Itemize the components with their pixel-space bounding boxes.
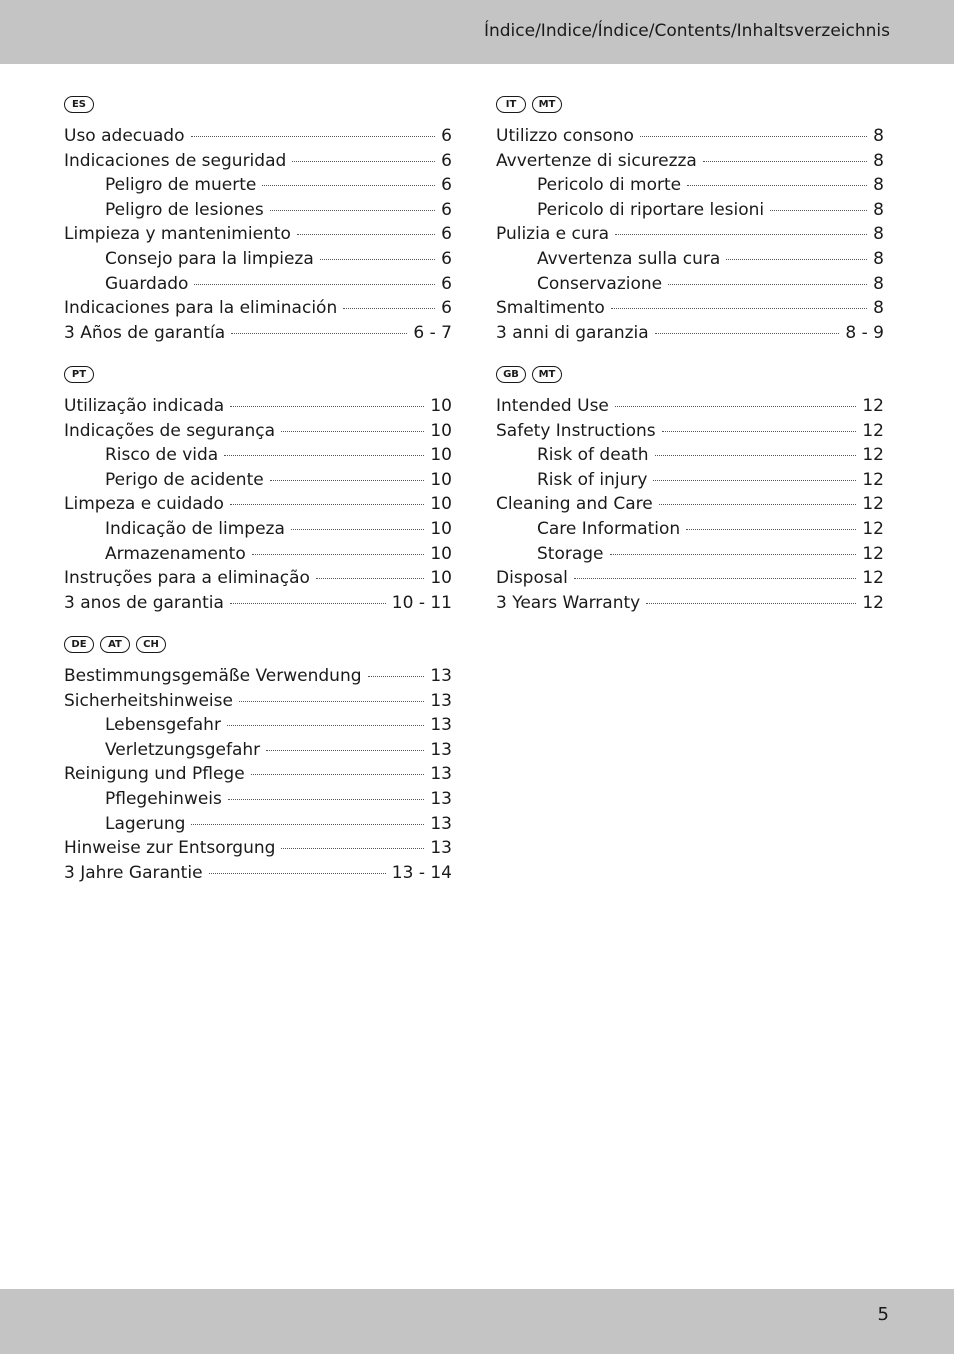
toc-entry-page: 12 xyxy=(862,568,884,589)
toc-entry xyxy=(64,566,452,591)
toc-entry-label: Safety Instructions xyxy=(496,420,656,441)
toc-subentry xyxy=(64,468,452,493)
dot-leader xyxy=(615,234,867,235)
dot-leader xyxy=(228,799,424,800)
toc-entry-page: 10 xyxy=(430,420,452,441)
dot-leader xyxy=(224,455,424,456)
toc-entry-label: Intended Use xyxy=(496,396,609,416)
toc-entry-page: 8 xyxy=(873,175,884,196)
toc-section-it xyxy=(496,96,884,345)
language-badges xyxy=(64,366,452,388)
toc-entry-label: Risk of death xyxy=(537,445,649,466)
header-title: Índice/Indice/Índice/Contents/Inhaltsverzeichnis xyxy=(483,21,890,41)
dot-leader xyxy=(687,185,867,186)
toc-entry-page: 6 xyxy=(441,273,452,294)
language-badges xyxy=(496,96,884,118)
toc-entry-label: Indicação de limpeza xyxy=(105,518,285,539)
toc-entry-label: Conservazione xyxy=(537,273,663,294)
toc-entry-label: Reinigung und Pflege xyxy=(64,764,245,785)
toc-entry-label: Bestimmungsgemäße Verwendung xyxy=(64,666,362,686)
toc-entry-page: 8 xyxy=(873,273,884,294)
toc-entry-page: 10 xyxy=(430,568,452,589)
dot-leader xyxy=(239,701,424,702)
toc-entry-label: Pulizia e cura xyxy=(496,224,610,245)
dot-leader xyxy=(191,136,436,137)
dot-leader xyxy=(703,161,867,162)
dot-leader xyxy=(316,578,424,579)
toc-entry-label: Limpeza e cuidado xyxy=(64,494,224,515)
toc-entry-page: 6 xyxy=(441,248,452,269)
toc-subentry xyxy=(64,787,452,812)
toc-entry-label: 3 anni di garanzia xyxy=(496,322,649,343)
dot-leader xyxy=(662,431,857,432)
toc-section-es xyxy=(64,96,452,345)
dot-leader xyxy=(770,210,867,211)
toc-entry xyxy=(496,222,884,247)
toc-entry xyxy=(64,861,452,886)
dot-leader xyxy=(231,333,407,334)
dot-leader xyxy=(292,161,435,162)
dot-leader xyxy=(686,529,856,530)
toc-entry-page: 6 - 7 xyxy=(413,322,452,343)
toc-entry-label: Guardado xyxy=(105,273,189,294)
toc-entry-label: Verletzungsgefahr xyxy=(105,739,261,760)
toc-entry-page: 6 xyxy=(441,199,452,220)
toc-entry xyxy=(64,394,452,419)
toc-entry xyxy=(496,321,884,346)
dot-leader xyxy=(262,185,435,186)
toc-entry-page: 13 xyxy=(430,788,452,809)
toc-entry xyxy=(64,762,452,787)
toc-entry-label: 3 anos de garantia xyxy=(64,592,224,613)
language-badges xyxy=(64,636,452,658)
toc-subentry xyxy=(64,247,452,272)
dot-leader xyxy=(251,774,425,775)
toc-entry-page: 13 xyxy=(430,690,452,711)
toc-subentry xyxy=(496,542,884,567)
toc-entry-page: 8 xyxy=(873,298,884,319)
toc-entry-page: 8 xyxy=(873,126,884,146)
toc-entry-page: 12 xyxy=(862,518,884,539)
dot-leader xyxy=(640,136,867,137)
language-badge-it: IT xyxy=(496,96,526,113)
toc-entry-page: 6 xyxy=(441,175,452,196)
language-badges xyxy=(496,366,884,388)
page-number: 5 xyxy=(877,1304,889,1325)
toc-entry xyxy=(496,492,884,517)
dot-leader xyxy=(227,725,424,726)
toc-entry-label: Pflegehinweis xyxy=(105,788,222,809)
toc-entry xyxy=(496,149,884,174)
toc-entry-page: 6 xyxy=(441,150,452,171)
toc-subentry xyxy=(496,272,884,297)
toc-entry-page: 10 xyxy=(430,396,452,416)
toc-subentry xyxy=(64,517,452,542)
toc-entry-label: 3 Jahre Garantie xyxy=(64,862,203,883)
toc-entry-label: Lagerung xyxy=(105,813,186,834)
toc-entry-page: 13 xyxy=(430,838,452,859)
toc-entry-label: Pericolo di morte xyxy=(537,175,682,196)
dot-leader xyxy=(281,848,424,849)
toc-entry-page: 10 xyxy=(430,494,452,515)
toc-subentry xyxy=(496,468,884,493)
dot-leader xyxy=(270,210,436,211)
toc-entry xyxy=(64,149,452,174)
toc-entry-label: Armazenamento xyxy=(105,543,246,564)
toc-entry xyxy=(64,836,452,861)
toc-entry xyxy=(496,296,884,321)
toc-entry-label: Indicações de segurança xyxy=(64,420,276,441)
toc-entry xyxy=(496,419,884,444)
toc-subentry xyxy=(496,247,884,272)
toc-entry-page: 10 xyxy=(430,445,452,466)
toc-entry xyxy=(64,222,452,247)
dot-leader xyxy=(574,578,856,579)
toc-entry-page: 8 xyxy=(873,199,884,220)
toc-entry-label: Smaltimento xyxy=(496,298,605,319)
toc-entry xyxy=(64,689,452,714)
toc-entry-label: Limpieza y mantenimiento xyxy=(64,224,291,245)
toc-entry-page: 12 xyxy=(862,469,884,490)
toc-entry-label: Perigo de acidente xyxy=(105,469,264,490)
dot-leader xyxy=(191,824,424,825)
toc-entry-page: 10 xyxy=(430,469,452,490)
dot-leader xyxy=(659,504,857,505)
toc-entry-page: 13 xyxy=(430,739,452,760)
dot-leader xyxy=(343,308,435,309)
dot-leader xyxy=(252,554,425,555)
toc-entry-label: Cleaning and Care xyxy=(496,494,653,515)
toc-subentry xyxy=(64,542,452,567)
language-badge-gb: GB xyxy=(496,366,526,383)
toc-entry-label: Risco de vida xyxy=(105,445,219,466)
page-footer xyxy=(0,1289,954,1354)
toc-subentry xyxy=(496,443,884,468)
toc-entry xyxy=(496,394,884,419)
toc-entry-page: 6 xyxy=(441,224,452,245)
toc-entry xyxy=(64,419,452,444)
toc-entry-page: 12 xyxy=(862,592,884,613)
toc-entry-page: 13 xyxy=(430,764,452,785)
language-badges xyxy=(64,96,452,118)
toc-entry-page: 6 xyxy=(441,126,452,146)
toc-entry-label: 3 Years Warranty xyxy=(496,592,641,613)
toc-entry xyxy=(64,591,452,616)
dot-leader xyxy=(297,234,435,235)
toc-entry-label: Lebensgefahr xyxy=(105,715,221,736)
dot-leader xyxy=(655,455,857,456)
toc-entry-page: 8 - 9 xyxy=(845,322,884,343)
toc-entry-label: Sicherheitshinweise xyxy=(64,690,233,711)
toc-entry-page: 13 xyxy=(430,813,452,834)
language-badge-pt: PT xyxy=(64,366,94,383)
dot-leader xyxy=(368,676,425,677)
toc-entry-label: Storage xyxy=(537,543,604,564)
toc-section-de xyxy=(64,636,452,885)
toc-entry-page: 13 xyxy=(430,715,452,736)
toc-entry-label: Avvertenza sulla cura xyxy=(537,248,721,269)
dot-leader xyxy=(281,431,424,432)
toc-entry xyxy=(496,591,884,616)
toc-entry-label: Indicaciones para la eliminación xyxy=(64,298,338,319)
toc-entry-page: 10 - 11 xyxy=(391,592,452,613)
toc-subentry xyxy=(64,713,452,738)
language-badge-at: AT xyxy=(100,636,130,653)
dot-leader xyxy=(611,308,867,309)
toc-entry xyxy=(64,664,452,689)
dot-leader xyxy=(209,873,386,874)
toc-entry-page: 8 xyxy=(873,150,884,171)
language-badge-de: DE xyxy=(64,636,94,653)
dot-leader xyxy=(655,333,840,334)
page-header xyxy=(0,0,954,64)
toc-subentry xyxy=(64,443,452,468)
dot-leader xyxy=(230,406,424,407)
toc-entry xyxy=(496,566,884,591)
toc-entry xyxy=(496,124,884,149)
toc-entry-label: Utilização indicada xyxy=(64,396,225,416)
dot-leader xyxy=(194,284,435,285)
toc-entry-page: 10 xyxy=(430,518,452,539)
toc-subentry xyxy=(64,812,452,837)
toc-subentry xyxy=(496,198,884,223)
toc-entry-label: Peligro de muerte xyxy=(105,175,257,196)
dot-leader xyxy=(646,603,856,604)
toc-entry-label: Utilizzo consono xyxy=(496,126,634,146)
toc-entry-label: 3 Años de garantía xyxy=(64,322,226,343)
toc-subentry xyxy=(64,738,452,763)
toc-entry-page: 12 xyxy=(862,494,884,515)
toc-entry xyxy=(64,321,452,346)
language-badge-es: ES xyxy=(64,96,94,113)
toc-subentry xyxy=(64,173,452,198)
toc-subentry xyxy=(64,198,452,223)
dot-leader xyxy=(291,529,424,530)
toc-section-gb xyxy=(496,366,884,615)
dot-leader xyxy=(610,554,857,555)
toc-entry-label: Peligro de lesiones xyxy=(105,199,264,220)
toc-entry xyxy=(64,296,452,321)
toc-entry-page: 8 xyxy=(873,248,884,269)
toc-entry-page: 8 xyxy=(873,224,884,245)
toc-entry-page: 10 xyxy=(430,543,452,564)
dot-leader xyxy=(266,750,424,751)
toc-entry-page: 13 - 14 xyxy=(391,862,452,883)
toc-entry-page: 12 xyxy=(862,445,884,466)
toc-subentry xyxy=(496,173,884,198)
toc-entry-label: Care Information xyxy=(537,518,681,539)
toc-entry-label: Uso adecuado xyxy=(64,126,185,146)
toc-entry-label: Avvertenze di sicurezza xyxy=(496,150,697,171)
toc-subentry xyxy=(64,272,452,297)
toc-entry-page: 12 xyxy=(862,420,884,441)
language-badge-mt: MT xyxy=(532,366,562,383)
toc-entry-label: Indicaciones de seguridad xyxy=(64,150,287,171)
language-badge-mt: MT xyxy=(532,96,562,113)
toc-entry xyxy=(64,492,452,517)
toc-entry-label: Instruções para a eliminação xyxy=(64,568,310,589)
toc-entry-label: Hinweise zur Entsorgung xyxy=(64,838,276,859)
toc-entry-label: Consejo para la limpieza xyxy=(105,248,314,269)
dot-leader xyxy=(668,284,867,285)
language-badge-ch: CH xyxy=(136,636,166,653)
toc-entry-label: Risk of injury xyxy=(537,469,648,490)
toc-entry xyxy=(64,124,452,149)
toc-entry-label: Disposal xyxy=(496,568,568,589)
toc-section-pt xyxy=(64,366,452,615)
toc-subentry xyxy=(496,517,884,542)
dot-leader xyxy=(230,603,386,604)
dot-leader xyxy=(320,259,435,260)
dot-leader xyxy=(653,480,856,481)
toc-entry-page: 12 xyxy=(862,396,884,416)
toc-entry-label: Pericolo di riportare lesioni xyxy=(537,199,765,220)
dot-leader xyxy=(615,406,856,407)
dot-leader xyxy=(726,259,867,260)
toc-entry-page: 13 xyxy=(430,666,452,686)
toc-entry-page: 12 xyxy=(862,543,884,564)
toc-entry-page: 6 xyxy=(441,298,452,319)
dot-leader xyxy=(230,504,425,505)
dot-leader xyxy=(270,480,425,481)
